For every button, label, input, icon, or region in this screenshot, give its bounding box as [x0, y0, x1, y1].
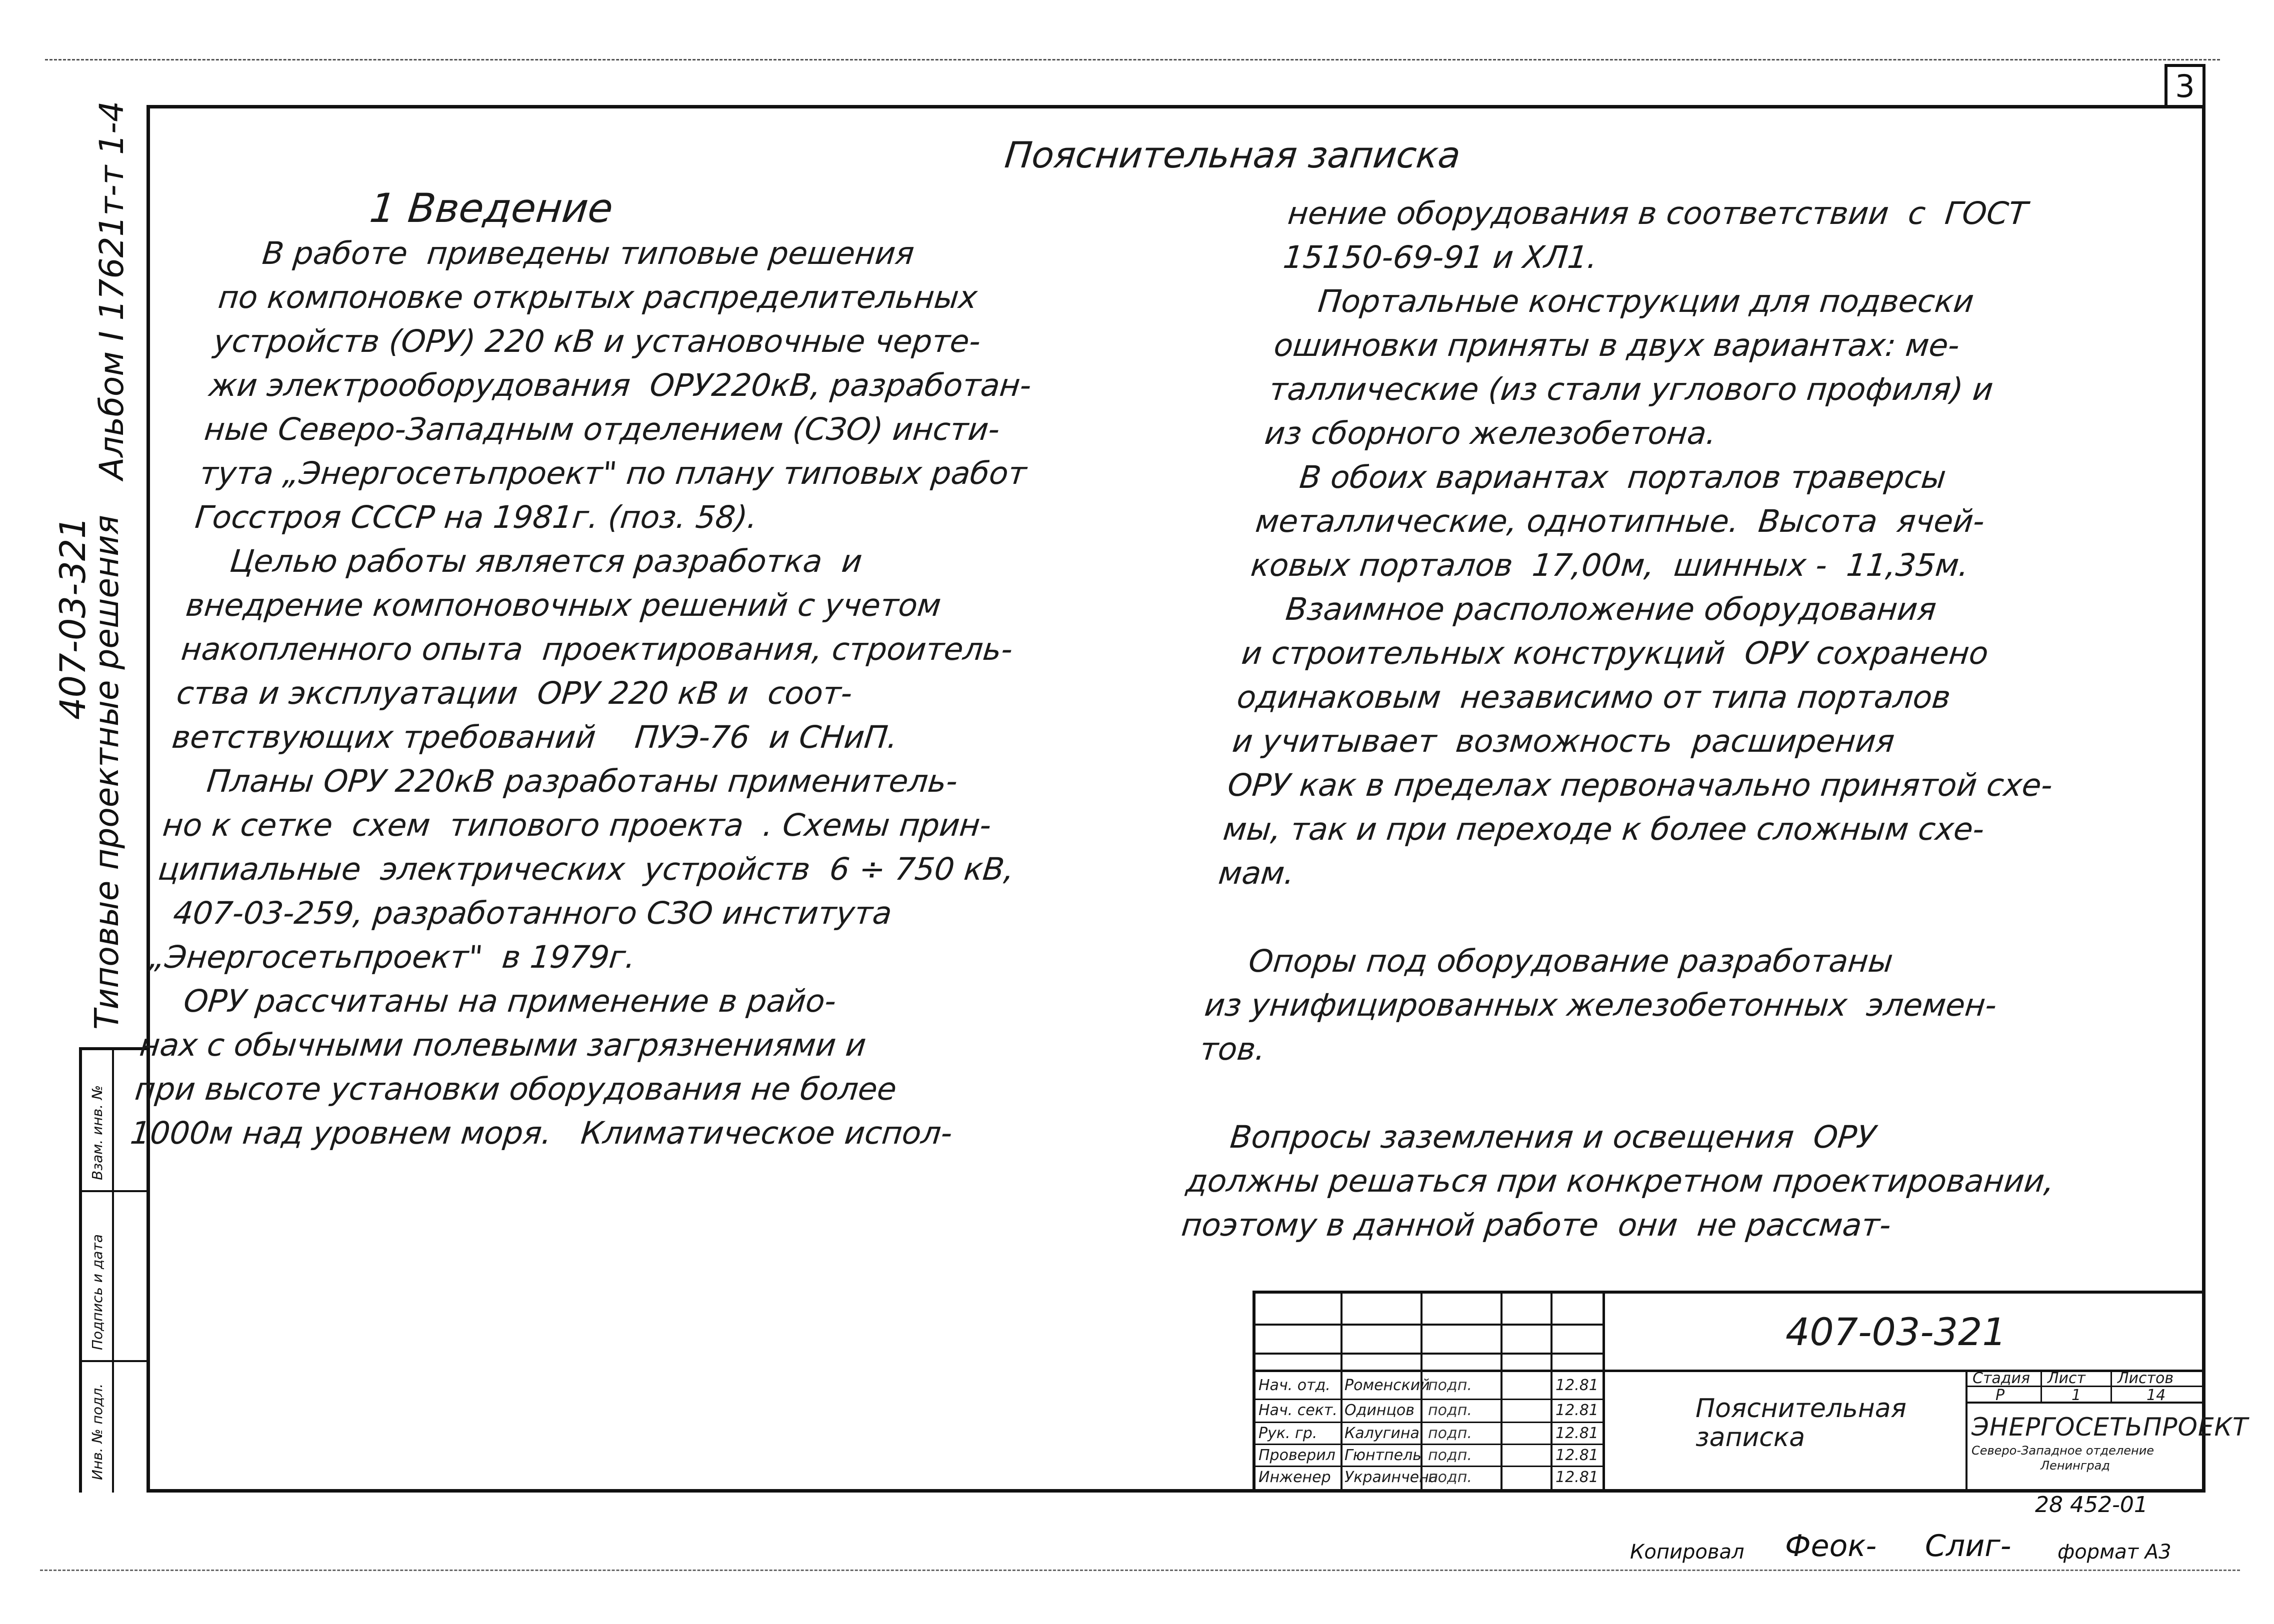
text-line: мы, так и при переходе к более сложным схе-	[1221, 811, 1986, 847]
tb-document-title: записка	[1696, 1423, 1806, 1453]
text-line: устройств (ОРУ) 220 кВ и установочные черте-	[212, 323, 982, 359]
tb-role: Нач. сект.	[1258, 1402, 1338, 1419]
text-line: тута „Энергосетьпроект" по плану типовых работ	[198, 455, 1028, 491]
tb-signature: подп.	[1428, 1402, 1472, 1419]
text-line: поэтому в данной работе они не рассмат-	[1180, 1207, 1893, 1243]
tb-line	[1602, 1294, 1605, 1493]
tb-name: Калугина	[1344, 1425, 1420, 1442]
tb-date: 12.81	[1556, 1377, 1598, 1394]
tb-name: Гюнтпель	[1344, 1447, 1422, 1464]
text-line: одинаковым независимо от типа порталов	[1235, 679, 1952, 715]
margin-project-code: 407-03-321	[52, 516, 94, 720]
tb-company-name: ЭНЕРГОСЕТЬПРОЕКТ	[1972, 1413, 2248, 1442]
margin-stamp-label: Подпись и дата	[89, 1234, 106, 1350]
document-title: Пояснительная записка	[1002, 134, 1462, 176]
tb-stage-value: Р	[1996, 1387, 2005, 1404]
tb-sheets-label: Листов	[2118, 1370, 2174, 1387]
text-line: внедрение компоновочных решений с учетом	[184, 587, 943, 623]
tb-name: Роменский	[1344, 1377, 1430, 1394]
tb-name: Одинцов	[1344, 1402, 1414, 1419]
section-heading: 1 Введение	[368, 185, 616, 231]
text-line: В работе приведены типовые решения	[221, 235, 916, 271]
text-line: и строительных конструкций ОРУ сохранено	[1240, 635, 1990, 671]
text-line: Взаимное расположение оборудования	[1244, 591, 1938, 627]
format-label: формат А3	[2058, 1541, 2172, 1564]
text-line: Опоры под оборудование разработаны	[1208, 943, 1895, 979]
text-line: ОРУ рассчитаны на применение в райо-	[142, 983, 838, 1019]
tb-line	[1256, 1422, 1602, 1423]
text-line: ошиновки приняты в двух вариантах: ме-	[1272, 327, 1962, 363]
copied-label: Копировал	[1630, 1541, 1744, 1564]
tb-date: 12.81	[1556, 1469, 1598, 1486]
text-line: ства и эксплуатации ОРУ 220 кВ и соот-	[174, 675, 854, 711]
copied-signature: Феок-	[1785, 1529, 1877, 1564]
tb-line	[1256, 1353, 1602, 1355]
text-line: ципиальные электрических устройств 6 ÷ 750 кВ,	[156, 851, 1016, 887]
text-line: Вопросы заземления и освещения ОРУ	[1189, 1119, 1878, 1155]
text-line: 1000м над уровнем моря. Климатическое испол-	[128, 1115, 954, 1151]
text-line: тов.	[1198, 1031, 1268, 1067]
text-line: „Энергосетьпроект" в 1979г.	[147, 939, 638, 975]
text-line: Портальные конструкции для подвески	[1276, 283, 1976, 319]
text-line: по компоновке открытых распределительных	[216, 279, 980, 315]
margin-stamp-divider	[112, 1050, 114, 1493]
tb-line	[1256, 1324, 1602, 1326]
tb-signature: подп.	[1428, 1377, 1472, 1394]
text-line: 15150-69-91 и ХЛ1.	[1282, 239, 1600, 275]
text-line: жи электрооборудования ОРУ220кВ, разработан-	[207, 367, 1034, 403]
tb-date: 12.81	[1556, 1402, 1598, 1419]
tb-sheets-value: 14	[2146, 1387, 2166, 1404]
text-line: 407-03-259, разработанного СЗО института	[152, 895, 894, 931]
margin-stamp-row-line	[82, 1360, 146, 1362]
margin-stamp-table	[79, 1047, 146, 1493]
tb-name: Украинчена	[1344, 1469, 1438, 1486]
tb-signature: подп.	[1428, 1469, 1472, 1486]
tb-date: 12.81	[1556, 1447, 1598, 1464]
tb-document-code: 407-03-321	[1786, 1310, 2006, 1354]
tb-signature: подп.	[1428, 1447, 1472, 1464]
tb-role: Рук. гр.	[1258, 1425, 1318, 1442]
text-line: нах с обычными полевыми загрязнениями и	[138, 1027, 868, 1063]
text-line: ковых порталов 17,00м, шинных - 11,35м.	[1249, 547, 1971, 583]
tb-role: Инженер	[1258, 1469, 1331, 1486]
tb-branch: Северо-Западное отделение	[1972, 1444, 2154, 1458]
bottom-dashed-rule	[40, 1570, 2240, 1571]
text-line: должны решаться при конкретном проектировании,	[1184, 1163, 2056, 1199]
tb-line	[1256, 1444, 1602, 1445]
copied-signature: Слиг-	[1925, 1529, 2012, 1564]
top-dashed-rule	[45, 59, 2220, 60]
text-line: В обоих вариантах порталов траверсы	[1258, 459, 1948, 495]
tb-line	[1256, 1399, 1602, 1400]
margin-subtitle: Типовые проектные решения	[88, 515, 126, 1030]
text-line: из унифицированных железобетонных элемен-	[1202, 987, 1998, 1023]
tb-line	[1966, 1370, 1968, 1493]
tb-signature: подп.	[1428, 1425, 1472, 1442]
tb-date: 12.81	[1556, 1425, 1598, 1442]
text-line: из сборного железобетона.	[1263, 415, 1718, 451]
title-block	[1252, 1291, 2248, 1493]
tb-stage-label: Стадия	[1972, 1370, 2030, 1387]
margin-album-label: Альбом I 17621т-т 1-4	[92, 101, 131, 480]
margin-stamp-row-line	[82, 1190, 146, 1192]
text-line: при высоте установки оборудования не более	[133, 1071, 898, 1107]
text-line: ные Северо-Западным отделением (СЗО) инсти-	[202, 411, 1002, 447]
tb-role: Нач. отд.	[1258, 1377, 1330, 1394]
margin-stamp-label: Инв. № подл.	[89, 1383, 106, 1480]
tb-role: Проверил	[1258, 1447, 1336, 1464]
text-line: таллические (из стали углового профиля) и	[1268, 371, 1995, 407]
text-line: Госстроя СССР на 1981г. (поз. 58).	[193, 499, 760, 535]
tb-branch-city: Ленинград	[2040, 1459, 2110, 1473]
text-line: Целью работы является разработка и	[188, 543, 864, 579]
tb-sheet-label: Лист	[2048, 1370, 2086, 1387]
text-line: нение оборудования в соответствии с ГОСТ	[1286, 195, 2030, 231]
tb-sheet-value: 1	[2072, 1387, 2082, 1404]
text-line: мам.	[1216, 855, 1296, 891]
text-line: ОРУ как в пределах первоначально принятой схе-	[1226, 767, 2054, 803]
text-line: и учитывает возможность расширения	[1230, 723, 1896, 759]
sheet-number: 3	[2164, 64, 2206, 105]
inventory-number: 28 452-01	[2035, 1492, 2148, 1518]
margin-stamp-label: Взам. инв. №	[89, 1085, 106, 1180]
tb-document-title: Пояснительная	[1696, 1394, 1906, 1424]
tb-line	[1256, 1466, 1602, 1467]
text-line: накопленного опыта проектирования, строитель-	[180, 631, 1014, 667]
text-line: металлические, однотипные. Высота ячей-	[1254, 503, 1986, 539]
text-line: Планы ОРУ 220кВ разработаны применитель-	[166, 763, 960, 799]
text-line: ветствующих требований ПУЭ-76 и СНиП.	[170, 719, 900, 755]
text-line: но к сетке схем типового проекта . Схемы прин-	[161, 807, 994, 843]
